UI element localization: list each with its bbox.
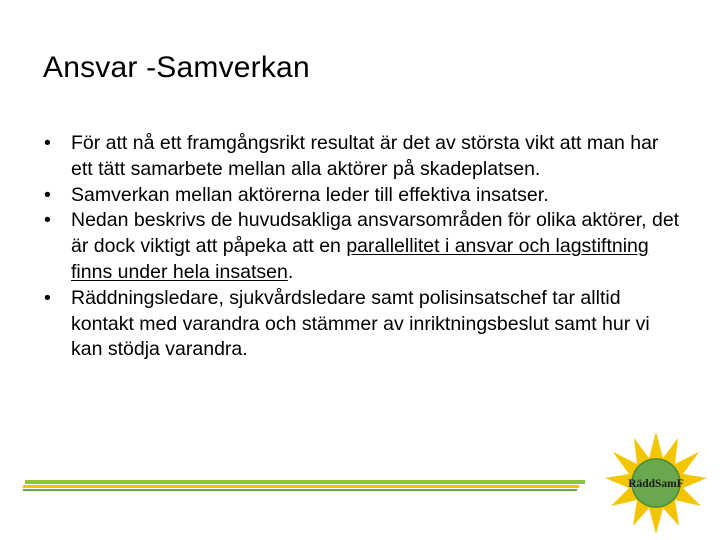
bullet-text-after: . xyxy=(287,260,294,283)
bullet-marker: • xyxy=(44,132,51,154)
bullet-text: Samverkan mellan aktörerna leder till effektiva insatser. xyxy=(71,183,549,206)
bullet-marker: • xyxy=(44,183,51,206)
bullet-marker: • xyxy=(44,209,51,232)
bullet-item-1 xyxy=(42,131,682,183)
bullet-item-2 xyxy=(42,183,682,209)
bullet-marker: • xyxy=(44,286,51,309)
footer-line-green xyxy=(25,480,585,484)
bullet-item-3 xyxy=(42,208,682,285)
raddsamf-logo xyxy=(603,430,709,536)
footer-line-dark-green xyxy=(23,489,577,491)
footer-decoration xyxy=(23,480,585,492)
footer-line-yellow xyxy=(23,485,579,488)
bullet-text: Räddningsledare, sjukvårdsledare samt polisinsatschef tar alltid kontakt med varandra och stämmer av inriktningsbeslut samt hur vi kan stödja varandra. xyxy=(71,286,650,361)
bullet-list xyxy=(42,131,682,363)
bullet-text-underlined: parallellitet i ansvar och lagstiftning finns under hela insatsen xyxy=(71,235,649,283)
bullet-text-before: Nedan beskrivs de huvudsakliga ansvarsområden för olika aktörer, det är dock viktigt att påpeka att en xyxy=(71,209,680,258)
slide-title: Ansvar -Samverkan xyxy=(43,51,310,84)
bullet-item-4 xyxy=(42,286,682,363)
logo-text: RäddSamF xyxy=(628,478,684,490)
bullet-text: För att nå ett framgångsrikt resultat är det av största vikt att man har ett tätt samarbete mellan alla aktörer på skadeplatsen. xyxy=(71,132,659,180)
